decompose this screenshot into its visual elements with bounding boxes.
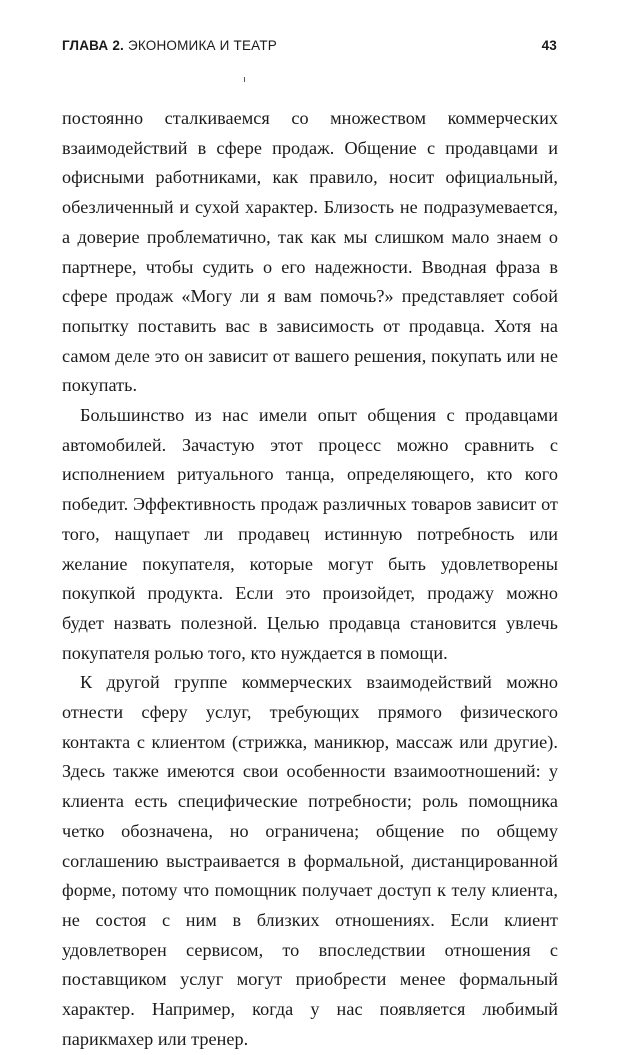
paragraph-1: постоянно сталкиваемся со множеством коммерческих взаимодействий в сфере продаж. Общение с продавцами и офисными работниками, как правило, носит официальный, обезличенный и сухой характер. Близость не подразумевается, а доверие проблематично, так как мы слишком мало знаем о партнере, чтобы судить о его надежности. Вводная фраза в сфере продаж «Могу ли я вам помочь?» представляет собой попытку поставить вас в зависимость от продавца. Хотя на самом деле это он зависит от вашего решения, покупать или не покупать. xyxy=(62,108,558,396)
body-text xyxy=(62,104,558,1055)
chapter-title: ЭКОНОМИКА И ТЕАТР xyxy=(127,38,277,53)
page-number: 43 xyxy=(541,38,557,53)
chapter-label: ГЛАВА 2. xyxy=(62,38,124,53)
print-speck xyxy=(244,77,245,82)
chapter-heading xyxy=(62,38,277,53)
paragraph-2: Большинство из нас имели опыт общения с продавцами автомобилей. Зачастую этот процесс можно сравнить с исполнением ритуального танца, определяющего, кто кого победит. Эффективность продаж различных товаров зависит от того, нащупает ли продавец истинную потребность или желание покупателя, которые могут быть удовлетворены покупкой продукта. Если это произойдет, продажу можно будет назвать полезной. Целью продавца становится увлечь покупателя ролью того, кто нуждается в помощи. xyxy=(62,405,558,663)
paragraph-3: К другой группе коммерческих взаимодействий можно отнести сферу услуг, требующих прямого физического контакта с клиентом (стрижка, маникюр, массаж или другие). Здесь также имеются свои особенности взаимоотношений: у клиента есть специфические потребности; роль помощника четко обозначена, но ограничена; общение по общему соглашению выстраивается в формальной, дистанцированной форме, потому что помощник получает доступ к телу клиента, не состоя с ним в близких отношениях. Если клиент удовлетворен сервисом, то впоследствии отношения с поставщиком услуг могут приобрести менее формальный характер. Например, когда у нас появляется любимый парикмахер или тренер. xyxy=(62,672,558,1049)
running-head xyxy=(62,38,557,58)
